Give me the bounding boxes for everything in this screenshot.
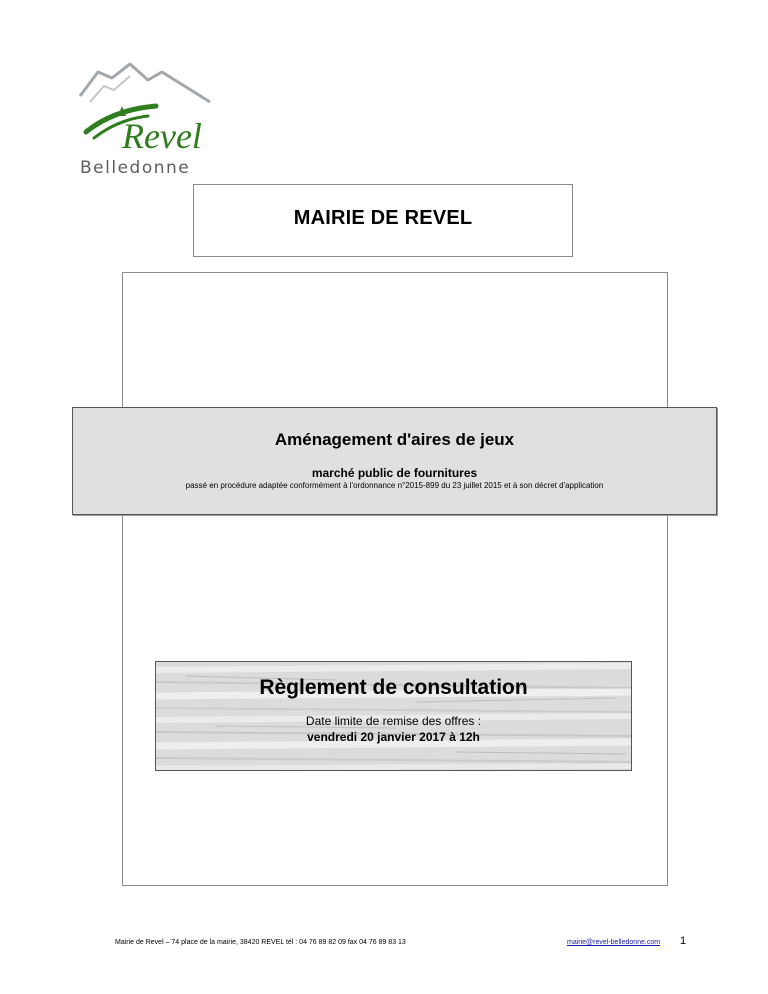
contract-type: marché public de fournitures <box>311 466 478 480</box>
revel-belledonne-logo <box>78 58 218 178</box>
deadline-label: Date limite de remise des offres : <box>305 714 482 728</box>
cover-frame <box>122 272 668 886</box>
subject-title: Aménagement d'aires de jeux <box>274 430 515 449</box>
footer-address: Mairie de Revel – 74 place de la mairie, 38420 REVEL tél : 04 76 89 82 09 fax 04 76 89 83 13 <box>115 939 406 946</box>
procedure-text: passé en procédure adaptée conformément à l'ordonnance n°2015-899 du 23 juillet 2015 et à son décret d'application <box>185 481 604 490</box>
mountain-logo-icon <box>78 58 218 178</box>
logo-wordmark: Revel <box>122 116 202 156</box>
subject-banner <box>72 407 717 515</box>
logo-subtitle: Belledonne <box>80 158 191 178</box>
footer-email-link[interactable]: mairie@revel-belledonne.com <box>567 939 661 946</box>
header-box <box>193 184 573 257</box>
page-number: 1 <box>680 935 687 947</box>
page-title: MAIRIE DE REVEL <box>293 207 473 229</box>
deadline-value: vendredi 20 janvier 2017 à 12h <box>307 730 480 744</box>
consultation-rules-box <box>155 661 632 771</box>
rc-title: Règlement de consultation <box>259 676 528 699</box>
